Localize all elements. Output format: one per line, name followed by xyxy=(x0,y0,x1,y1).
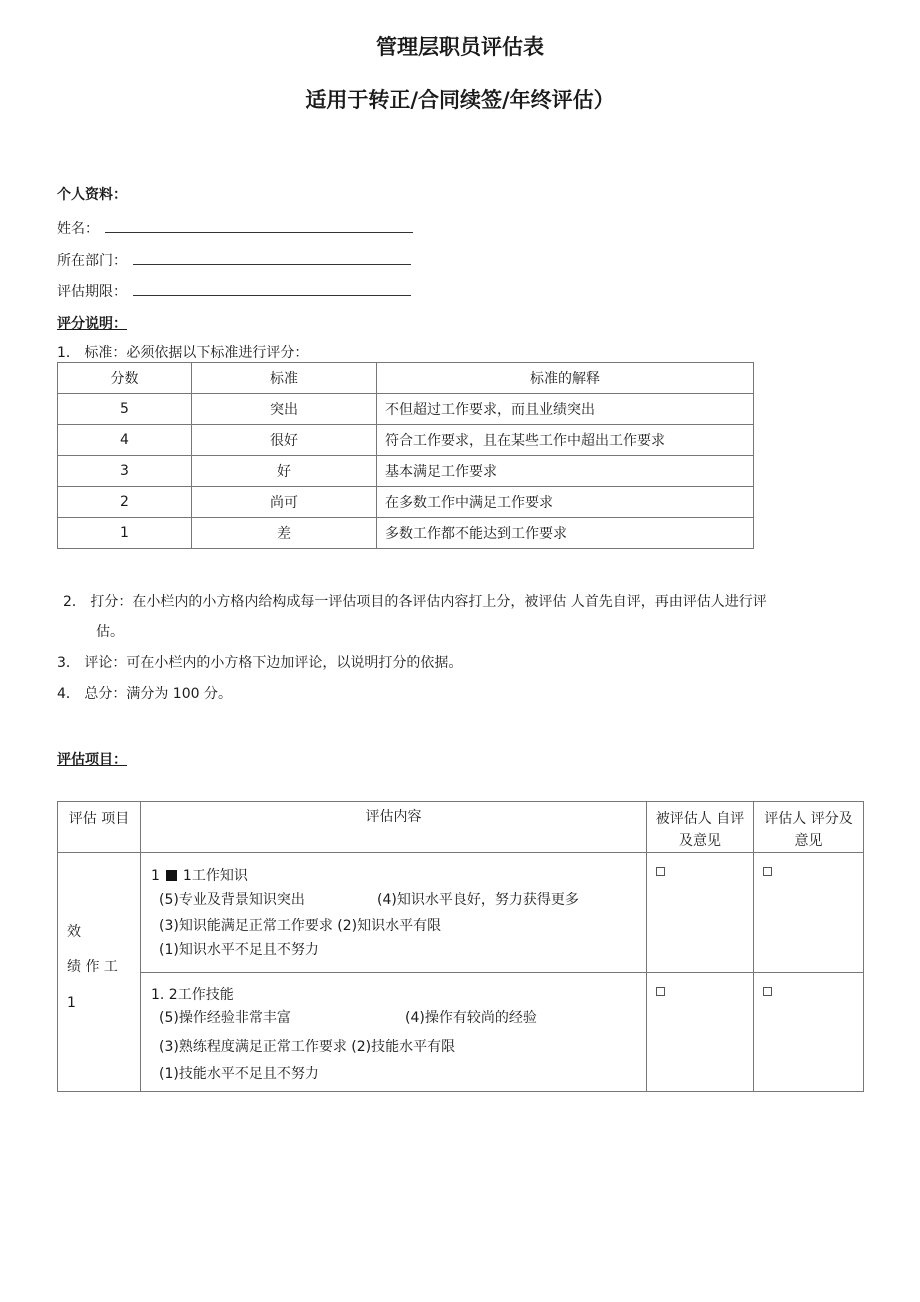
scoring-item-2-line2: 估。 xyxy=(96,624,124,640)
rater-score-cell-1 xyxy=(754,853,864,973)
header-self xyxy=(647,802,754,853)
header-self-line2: 及意见 xyxy=(679,833,721,849)
section1-option-4: (4)知识水平良好，努力获得更多 xyxy=(377,892,579,908)
header-explanation: 标准的解释 xyxy=(377,363,754,394)
row-level: 差 xyxy=(192,518,377,549)
header-standard: 标准 xyxy=(192,363,377,394)
page-title: 管理层职员评估表 xyxy=(376,35,544,59)
self-score-cell-1 xyxy=(647,853,754,973)
period-field[interactable] xyxy=(133,283,411,296)
table-row xyxy=(58,394,754,425)
rater-score-checkbox-2[interactable] xyxy=(763,987,772,996)
table-row xyxy=(58,518,754,549)
category-char-2: 绩 作 工 xyxy=(67,959,118,975)
bullet-square-icon xyxy=(166,870,177,881)
eval-row xyxy=(58,853,864,973)
row-desc: 多数工作都不能达到工作要求 xyxy=(377,518,754,549)
category-char-3: 1 xyxy=(67,995,76,1011)
section1-num: 1 xyxy=(151,868,160,884)
row-desc: 不但超过工作要求，而且业绩突出 xyxy=(377,394,754,425)
section1-option-3-2: (3)知识能满足正常工作要求 (2)知识水平有限 xyxy=(159,918,442,934)
eval-heading: 评估项目： xyxy=(57,752,127,768)
row-level: 尚可 xyxy=(192,487,377,518)
row-level: 突出 xyxy=(192,394,377,425)
section2-option-1: (1)技能水平不足且不努力 xyxy=(159,1066,319,1082)
dept-label: 所在部门： xyxy=(57,253,127,269)
eval-header-row xyxy=(58,802,864,853)
row-level: 很好 xyxy=(192,425,377,456)
standards-table xyxy=(57,362,754,549)
row-score: 2 xyxy=(58,487,192,518)
content-cell-1 xyxy=(141,853,647,973)
scoring-item-1: 1． 标准：必须依据以下标准进行评分： xyxy=(57,345,309,361)
dept-field[interactable] xyxy=(133,252,411,265)
name-field[interactable] xyxy=(105,220,413,233)
header-rater-line1: 评估人 评分及 xyxy=(764,811,853,827)
section1-title-line xyxy=(151,865,248,885)
rater-score-checkbox-1[interactable] xyxy=(763,867,772,876)
evaluation-table xyxy=(57,801,864,1092)
row-score: 4 xyxy=(58,425,192,456)
row-desc: 符合工作要求，且在某些工作中超出工作要求 xyxy=(377,425,754,456)
scoring-item-3: 3． 评论：可在小栏内的小方格下边加评论，以说明打分的依据。 xyxy=(57,655,463,671)
table-header-row xyxy=(58,363,754,394)
self-score-checkbox-1[interactable] xyxy=(656,867,665,876)
section1-option-1: (1)知识水平不足且不努力 xyxy=(159,942,319,958)
header-item: 评估 项目 xyxy=(58,802,141,853)
scoring-heading: 评分说明： xyxy=(57,316,127,332)
row-desc: 在多数工作中满足工作要求 xyxy=(377,487,754,518)
row-score: 3 xyxy=(58,456,192,487)
section2-option-3-2: (3)熟练程度满足正常工作要求 (2)技能水平有限 xyxy=(159,1039,456,1055)
name-label: 姓名： xyxy=(57,221,99,237)
dept-row xyxy=(57,250,411,270)
header-content: 评估内容 xyxy=(141,802,647,853)
header-rater-line2: 意见 xyxy=(794,833,823,849)
scoring-item-2-line1: 2． 打分：在小栏内的小方格内给构成每一评估项目的各评估内容打上分，被评估 人首先自评，再由评估人进行评 xyxy=(63,594,767,610)
content-cell-2 xyxy=(141,973,647,1092)
header-score: 分数 xyxy=(58,363,192,394)
personal-heading: 个人资料： xyxy=(57,187,127,203)
category-cell xyxy=(58,853,141,1092)
section2-title: 1. 2工作技能 xyxy=(151,987,234,1003)
self-score-checkbox-2[interactable] xyxy=(656,987,665,996)
period-row xyxy=(57,281,411,301)
row-desc: 基本满足工作要求 xyxy=(377,456,754,487)
category-char-1: 效 xyxy=(67,924,81,940)
table-row xyxy=(58,456,754,487)
scoring-item-4: 4． 总分：满分为 100 分。 xyxy=(57,686,232,702)
period-label: 评估期限： xyxy=(57,284,127,300)
page-subtitle: 适用于转正/合同续签/年终评估） xyxy=(305,88,615,112)
row-level: 好 xyxy=(192,456,377,487)
section1-title: 1工作知识 xyxy=(182,868,248,884)
header-rater xyxy=(754,802,864,853)
rater-score-cell-2 xyxy=(754,973,864,1092)
section2-option-4: (4)操作有较尚的经验 xyxy=(405,1010,537,1026)
self-score-cell-2 xyxy=(647,973,754,1092)
header-self-line1: 被评估人 自评 xyxy=(655,811,745,827)
table-row xyxy=(58,487,754,518)
section1-option-5: (5)专业及背景知识突出 xyxy=(159,892,305,908)
name-row xyxy=(57,218,413,238)
section2-option-5: (5)操作经验非常丰富 xyxy=(159,1010,291,1026)
eval-row xyxy=(58,973,864,1092)
table-row xyxy=(58,425,754,456)
row-score: 5 xyxy=(58,394,192,425)
row-score: 1 xyxy=(58,518,192,549)
